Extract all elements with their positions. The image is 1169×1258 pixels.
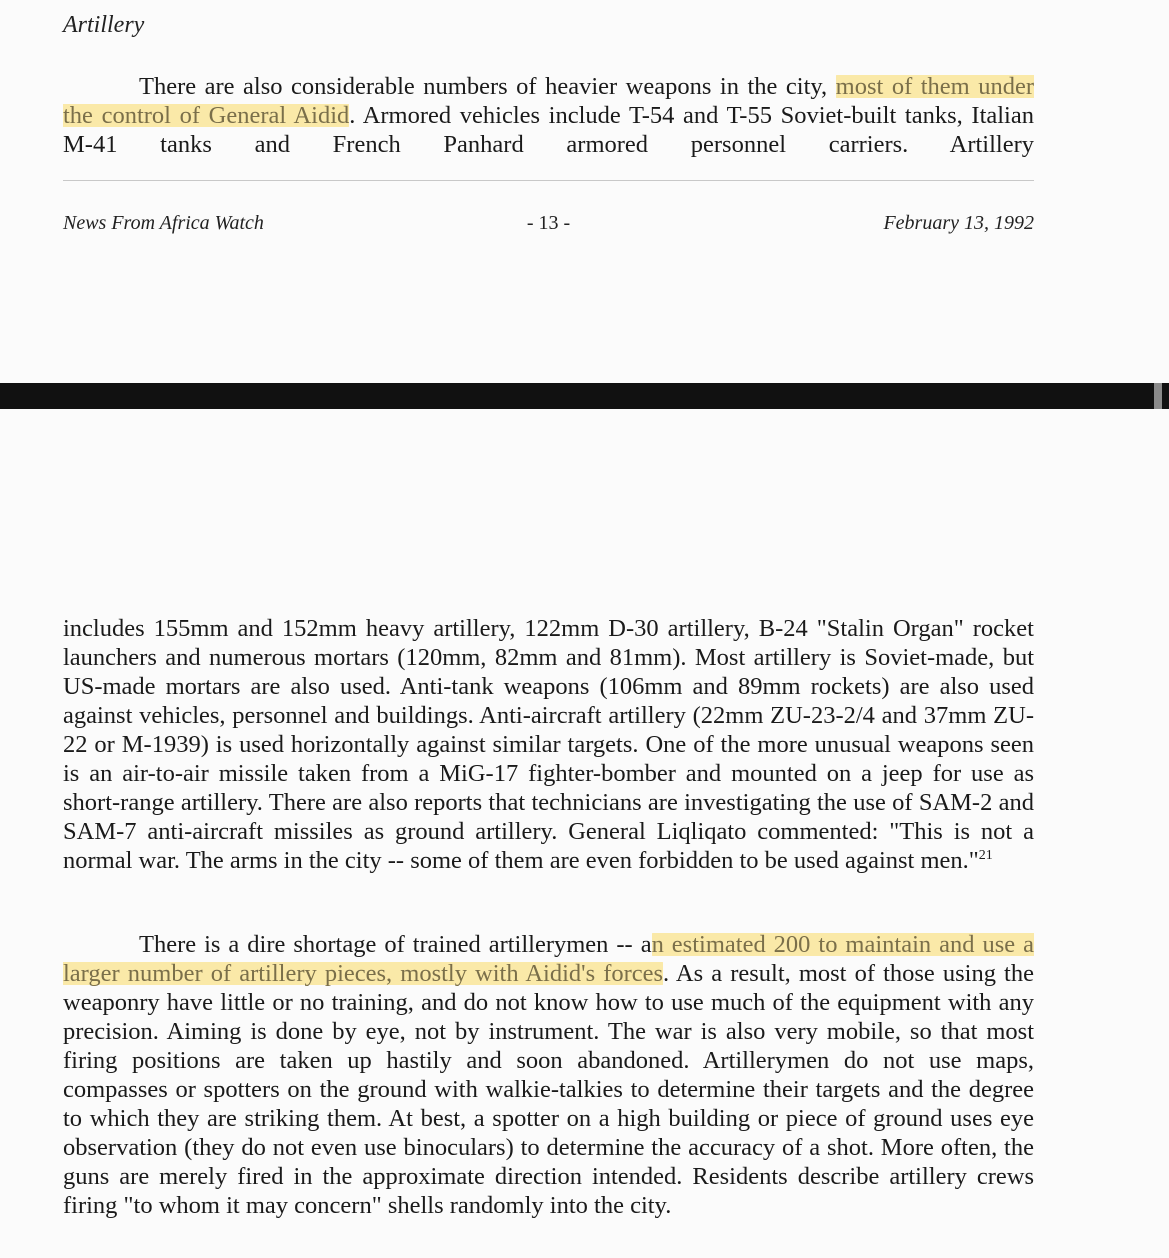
page-break-separator [0,383,1169,409]
paragraph-text: includes 155mm and 152mm heavy artillery, 122mm D-30 artillery, B-24 "Stalin Organ" rocket launchers and numerous mortars (120mm, 82mm and 81mm). Most artillery is Soviet-made, but US-made mortars are also used. Anti-tank weapons (106mm and 89mm rockets) are also used against vehicles, personnel and buildings. Anti-aircraft artillery (22mm ZU-23-2/4 and 37mm ZU-22 or M-1939) is used horizontally against similar targets. One of the more unusual weapons seen is an air-to-air missile taken from a MiG-17 fighter-bomber and mounted on a jeep for use as short-range artillery. There are also reports that technicians are investigating the use of SAM-2 and SAM-7 anti-aircraft missiles as ground artillery. General Liqliqato commented: "This is not a normal war. The arms in the city -- some of them are even forbidden to be used against men." [63,615,1034,874]
paragraph-artillerymen-shortage [63,930,1034,1220]
footer-publication: News From Africa Watch [63,212,264,234]
paragraph-text: There are also considerable numbers of heavier weapons in the city, [139,73,836,100]
paragraph-text: There is a dire shortage of trained artillerymen -- a [139,931,652,958]
paragraph-text: . As a result, most of those using the weaponry have little or no training, and do not know how to use much of the equipment with any precision. Aiming is done by eye, not by instrument. The war is also very mobile, so that most firing positions are taken up hastily and soon abandoned. Artillerymen do not use maps, compasses or spotters on the ground with walkie-talkies to determine their targets and the degree to which they are striking them. At best, a spotter on a high building or piece of ground uses eye observation (they do not even use binoculars) to determine the accuracy of a shot. More often, the guns are merely fired in the approximate direction intended. Residents describe artillery crews firing "to whom it may concern" shells randomly into the city. [63,960,1034,1219]
footnote-marker[interactable]: 21 [978,848,993,863]
paragraph-text: . Armored vehicles include T-54 and T-55 Soviet-built tanks, Italian M-41 tanks and French Panhard armored personnel carriers. Artillery [63,102,1034,158]
paragraph-heavier-weapons [63,72,1034,159]
section-heading: Artillery [63,12,145,38]
document-page-top [0,0,1169,383]
footer-divider [63,180,1034,181]
scrollbar-thumb[interactable] [1154,383,1162,409]
paragraph-artillery-types [63,614,1034,875]
highlighted-text[interactable]: n estimated 200 to maintain and use a larger number of artillery pieces, mostly with Aidid's forces [63,931,1034,987]
highlighted-text[interactable]: most of them under the control of General Aidid [63,73,1034,129]
page-footer [63,212,1034,240]
footer-page-number: - 13 - [526,212,571,234]
footer-date: February 13, 1992 [883,212,1034,234]
